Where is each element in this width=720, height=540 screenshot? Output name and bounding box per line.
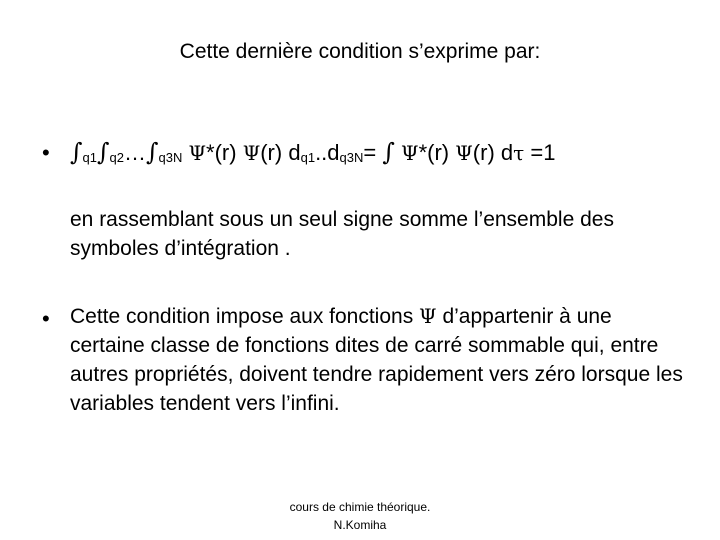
integral-sign: ∫	[145, 138, 159, 166]
conjugate-r: *(r)	[418, 140, 450, 165]
psi-symbol: Ψ	[419, 304, 437, 328]
integral-sign: ∫	[382, 138, 395, 166]
conjugate-r: *(r)	[206, 140, 237, 165]
integral-sign: ∫	[70, 138, 83, 166]
footer	[260, 498, 460, 534]
subscript-q1: q1	[300, 150, 316, 165]
condition-text-start: Cette condition impose aux fonctions	[70, 305, 414, 328]
double-dot: ..	[315, 140, 328, 165]
argument-r: (r)	[472, 140, 495, 165]
subscript-q3n: q3N	[339, 150, 364, 165]
psi-symbol: Ψ	[242, 141, 261, 165]
footer-course: cours de chimie théorique.	[289, 500, 431, 514]
normalization-equation	[70, 138, 555, 166]
condition-text-rest: d’appartenir à une certaine classe de fonctions dites de carré sommable qui, entre autres propriétés, doivent tendre rapidement vers zéro lorsque les variables tendent vers l’infini.	[70, 305, 683, 415]
tau-symbol: τ	[513, 141, 525, 165]
psi-symbol: Ψ	[188, 141, 207, 165]
paragraph-integration-note: en rassemblant sous un seul signe somme l’ensemble des symboles d’intégration .	[70, 208, 614, 260]
psi-symbol: Ψ	[401, 141, 419, 165]
subscript-q3n: q3N	[158, 150, 183, 165]
differential-d: d	[500, 140, 514, 165]
subscript-q1: q1	[82, 150, 97, 165]
ellipsis: …	[123, 140, 146, 165]
argument-r: (r)	[260, 140, 283, 165]
slide-title: Cette dernière condition s’exprime par:	[179, 40, 541, 63]
psi-symbol: Ψ	[455, 141, 473, 165]
differential-d: d	[327, 140, 340, 165]
differential-d: d	[288, 140, 301, 165]
bullet-marker: •	[42, 140, 50, 165]
bullet-marker: •	[42, 306, 50, 331]
equals-sign: =	[363, 140, 377, 165]
integral-sign: ∫	[96, 138, 110, 166]
paragraph-condition	[70, 302, 690, 418]
equals-one: =1	[524, 140, 556, 165]
footer-author: N.Komiha	[333, 518, 387, 532]
subscript-q2: q2	[109, 150, 124, 165]
